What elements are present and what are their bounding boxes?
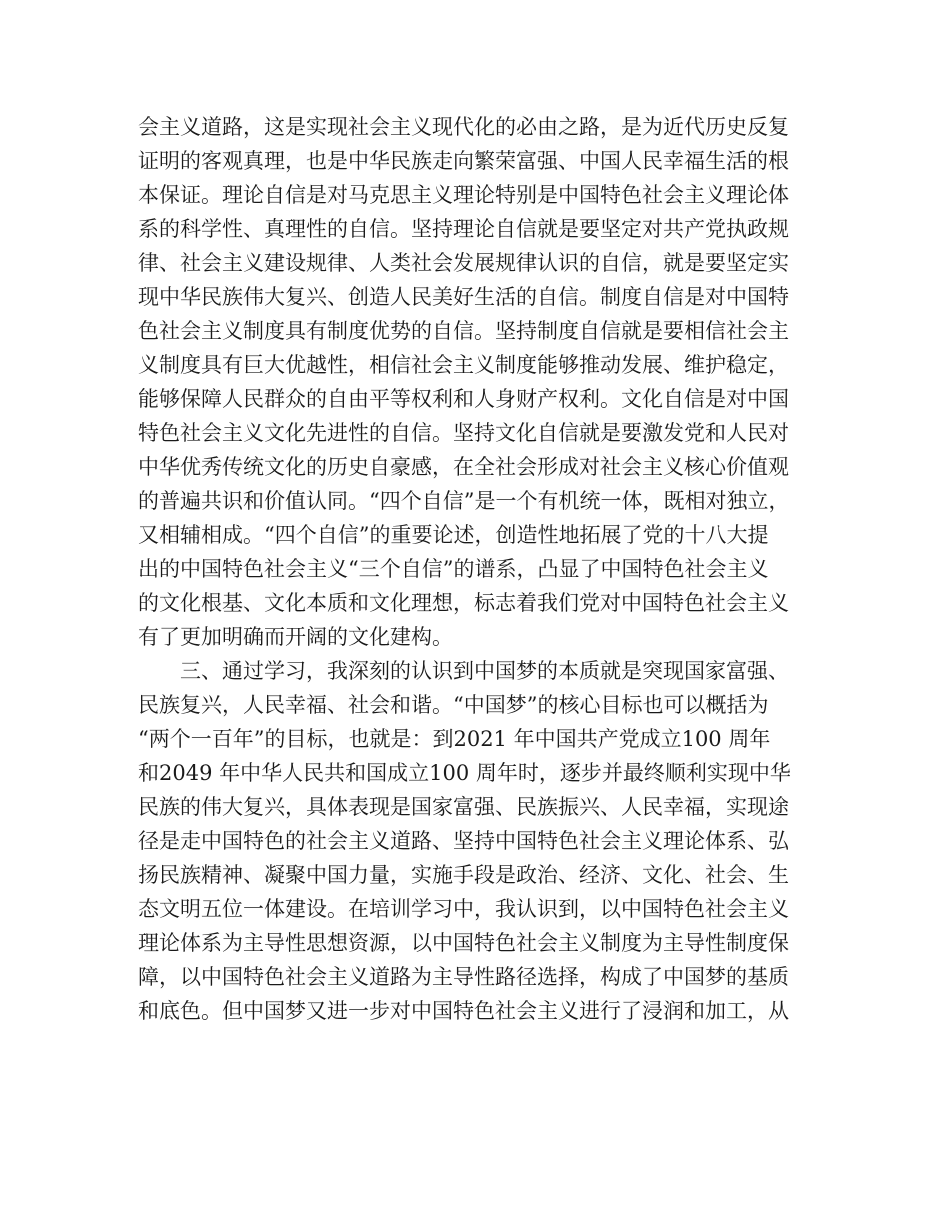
text-line: 现中华民族伟大复兴、创造人民美好生活的自信。制度自信是对中国特: [138, 285, 789, 309]
text-line: 证明的客观真理，也是中华民族走向繁荣富强、中国人民幸福生活的根: [138, 149, 789, 173]
text-line: 和底色。但中国梦又进一步对中国特色社会主义进行了浸润和加工，从: [138, 999, 789, 1023]
text-line: 系的科学性、真理性的自信。坚持理论自信就是要坚定对共产党执政规: [138, 217, 789, 241]
text-line: 会主义道路，这是实现社会主义现代化的必由之路，是为近代历史反复: [138, 115, 789, 139]
text-line: 义制度具有巨大优越性，相信社会主义制度能够推动发展、维护稳定，: [138, 353, 789, 377]
text-line: “两个一百年”的目标，也就是：到2021 年中国共产党成立100 周年: [138, 727, 771, 751]
text-line: 态文明五位一体建设。在培训学习中，我认识到，以中国特色社会主义: [138, 897, 789, 921]
text-line: 律、社会主义建设规律、人类社会发展规律认识的自信，就是要坚定实: [138, 251, 789, 275]
text-line: 扬民族精神、凝聚中国力量，实施手段是政治、经济、文化、社会、生: [138, 863, 789, 887]
text-line: 三、通过学习，我深刻的认识到中国梦的本质就是突现国家富强、: [138, 659, 789, 683]
text-line: 本保证。理论自信是对马克思主义理论特别是中国特色社会主义理论体: [138, 183, 789, 207]
text-line: 色社会主义制度具有制度优势的自信。坚持制度自信就是要相信社会主: [138, 319, 789, 343]
text-line: 中华优秀传统文化的历史自豪感，在全社会形成对社会主义核心价值观: [138, 455, 789, 479]
text-line: 径是走中国特色的社会主义道路、坚持中国特色社会主义理论体系、弘: [138, 829, 789, 853]
text-line: 障，以中国特色社会主义道路为主导性路径选择，构成了中国梦的基质: [138, 965, 789, 989]
text-line: 的文化根基、文化本质和文化理想，标志着我们党对中国特色社会主义: [138, 591, 789, 615]
text-line: 能够保障人民群众的自由平等权利和人身财产权利。文化自信是对中国: [138, 387, 789, 411]
text-line: 和2049 年中华人民共和国成立100 周年时，逐步并最终顺利实现中华: [138, 761, 791, 785]
text-line: 出的中国特色社会主义“三个自信”的谱系，凸显了中国特色社会主义: [138, 557, 769, 581]
text-line: 有了更加明确而开阔的文化建构。: [138, 625, 453, 649]
text-line: 特色社会主义文化先进性的自信。坚持文化自信就是要激发党和人民对: [138, 421, 789, 445]
body-text: [138, 110, 818, 1028]
text-line: 的普遍共识和价值认同。“四个自信”是一个有机统一体，既相对独立，: [138, 489, 790, 513]
text-line: 民族的伟大复兴，具体表现是国家富强、民族振兴、人民幸福，实现途: [138, 795, 789, 819]
text-line: 理论体系为主导性思想资源，以中国特色社会主义制度为主导性制度保: [138, 931, 789, 955]
text-line: 民族复兴，人民幸福、社会和谐。“中国梦”的核心目标也可以概括为: [138, 693, 769, 717]
text-line: 又相辅相成。“四个自信”的重要论述，创造性地拓展了党的十八大提: [138, 523, 769, 547]
